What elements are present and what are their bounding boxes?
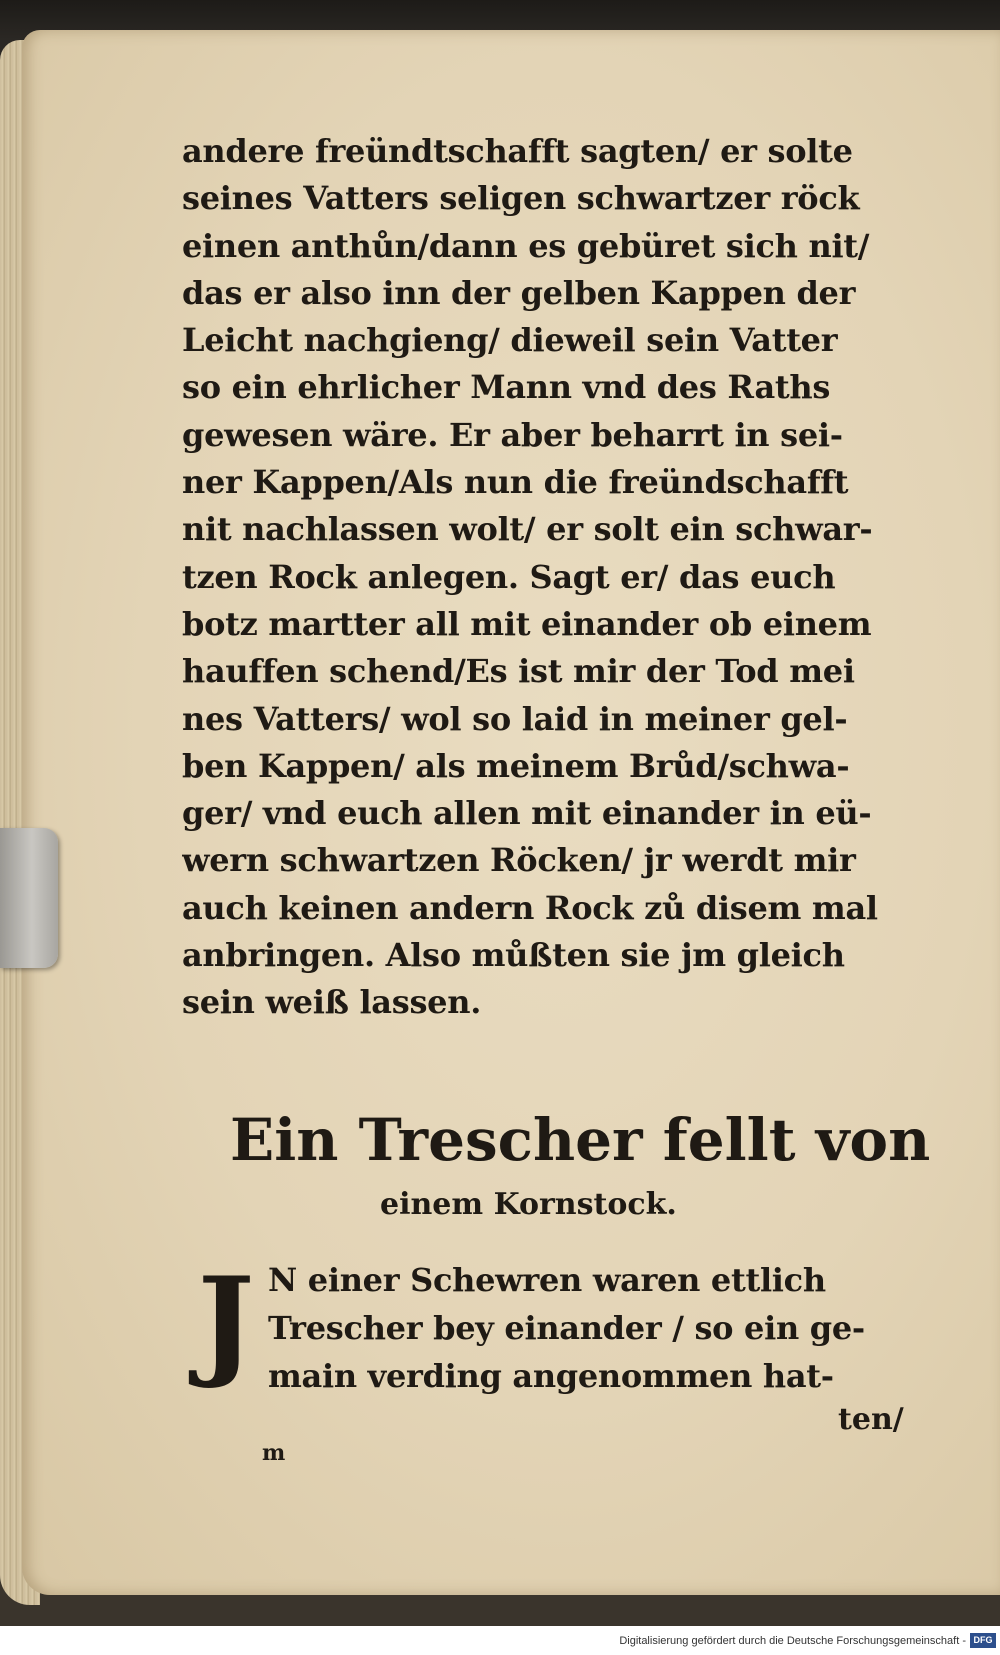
- text-line: das er also inn der gelben Kappen der: [182, 273, 856, 312]
- text-line: Trescher bey einander / so ein ge-: [268, 1309, 865, 1347]
- text-line: so ein ehrlicher Mann vnd des Raths: [182, 368, 831, 407]
- text-line: sein weiß lassen.: [182, 983, 482, 1022]
- text-line: ner Kappen/Als nun die freündschafft: [182, 463, 849, 502]
- text-line: nes Vatters/ wol so laid in meiner gel-: [182, 699, 848, 738]
- text-line: anbringen. Also můßten sie jm gleich: [182, 936, 845, 975]
- text-line: hauffen schend/Es ist mir der Tod mei: [182, 652, 855, 691]
- text-line: ben Kappen/ als meinem Brůd/schwa-: [182, 746, 850, 785]
- section-heading: Ein Trescher fellt von: [230, 1106, 931, 1174]
- text-line: ger/ vnd euch allen mit einander in eü-: [182, 794, 872, 833]
- drop-initial: J: [197, 1251, 255, 1392]
- text-line: gewesen wäre. Er aber beharrt in sei-: [182, 415, 843, 454]
- digitization-credit: Digitalisierung gefördert durch die Deutsche Forschungsgemeinschaft -: [619, 1635, 966, 1647]
- text-line: seines Vatters seligen schwartzer röck: [182, 179, 860, 218]
- text-line: wern schwartzen Röcken/ jr werdt mir: [182, 841, 856, 880]
- dfg-logo: DFG: [970, 1633, 996, 1648]
- text-line: einen anthůn/dann es gebüret sich nit/: [182, 226, 870, 265]
- text-line: andere freündtschafft sagten/ er solte: [182, 132, 853, 170]
- text-line: botz martter all mit einander ob einem: [182, 604, 872, 643]
- text-line: N einer Schewren waren ettlich: [268, 1261, 826, 1299]
- text-line: Leicht nachgieng/ dieweil sein Vatter: [182, 321, 838, 360]
- main-paragraph: [182, 128, 922, 1027]
- page-clip: [0, 828, 58, 968]
- text-line: auch keinen andern Rock zů disem mal: [182, 888, 878, 927]
- second-paragraph: [268, 1256, 928, 1400]
- section-subheading: einem Kornstock.: [380, 1187, 677, 1222]
- text-line: nit nachlassen wolt/ er solt ein schwar-: [182, 510, 873, 549]
- signature-mark: m: [262, 1440, 286, 1466]
- text-line: main verding angenommen hat-: [268, 1357, 834, 1395]
- text-line: tzen Rock anlegen. Sagt er/ das euch: [182, 557, 836, 596]
- catchword: ten/: [838, 1402, 904, 1437]
